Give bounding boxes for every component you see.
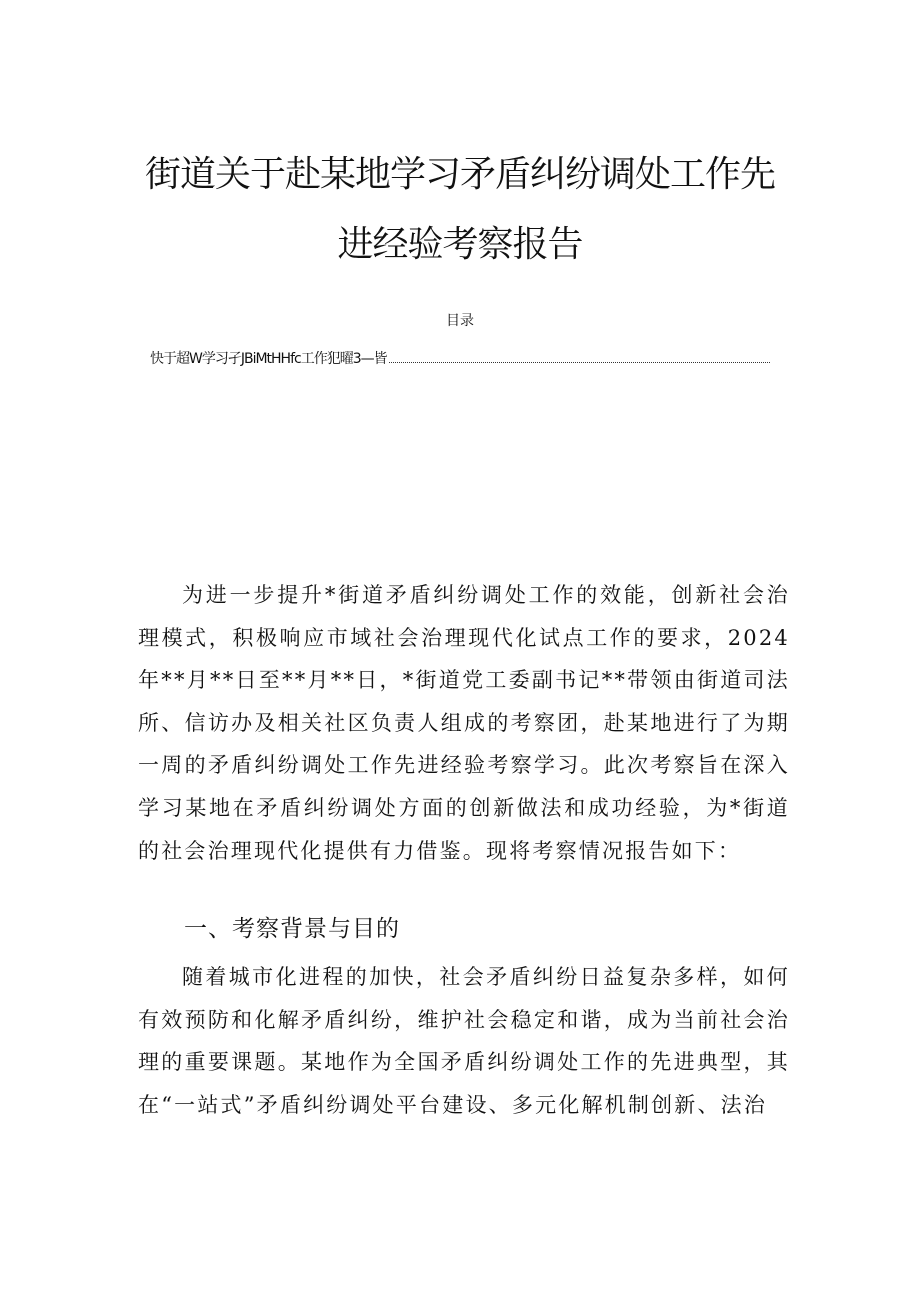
background-paragraph-block [138,956,790,1126]
section-heading-background-purpose: 一、考察背景与目的 [184,916,400,942]
intro-paragraph-block [138,574,790,872]
toc-heading: 目录 [446,313,474,329]
toc-entry-text: 快于超W学习孑JBiMtHHfc工作犯曜3—皆 [150,351,387,367]
document-title-line-2: 进经验考察报告 [337,224,583,265]
intro-paragraph: 为进一步提升*街道矛盾纠纷调处工作的效能，创新社会治理模式，积极响应市域社会治理现代化试点工作的要求，2024年**月**日至**月**日，*街道党工委副书记**带领由街道司法所、信访办及相关社区负责人组成的考察团，赴某地进行了为期一周的矛盾纠纷调处工作先进经验考察学习。此次考察旨在深入学习某地在矛盾纠纷调处方面的创新做法和成功经验，为*街道的社会治理现代化提供有力借鉴。现将考察情况报告如下： [138,583,790,863]
toc-entry[interactable] [150,346,770,368]
document-title-line-1: 街道关于赴某地学习矛盾纠纷调处工作先 [144,154,775,195]
toc-dot-leader [389,361,770,363]
background-paragraph: 随着城市化进程的加快，社会矛盾纠纷日益复杂多样，如何有效预防和化解矛盾纠纷，维护社会稳定和谐，成为当前社会治理的重要课题。某地作为全国矛盾纠纷调处工作的先进典型，其在“一站式”矛盾纠纷调处平台建设、多元化解机制创新、法治 [138,965,790,1117]
